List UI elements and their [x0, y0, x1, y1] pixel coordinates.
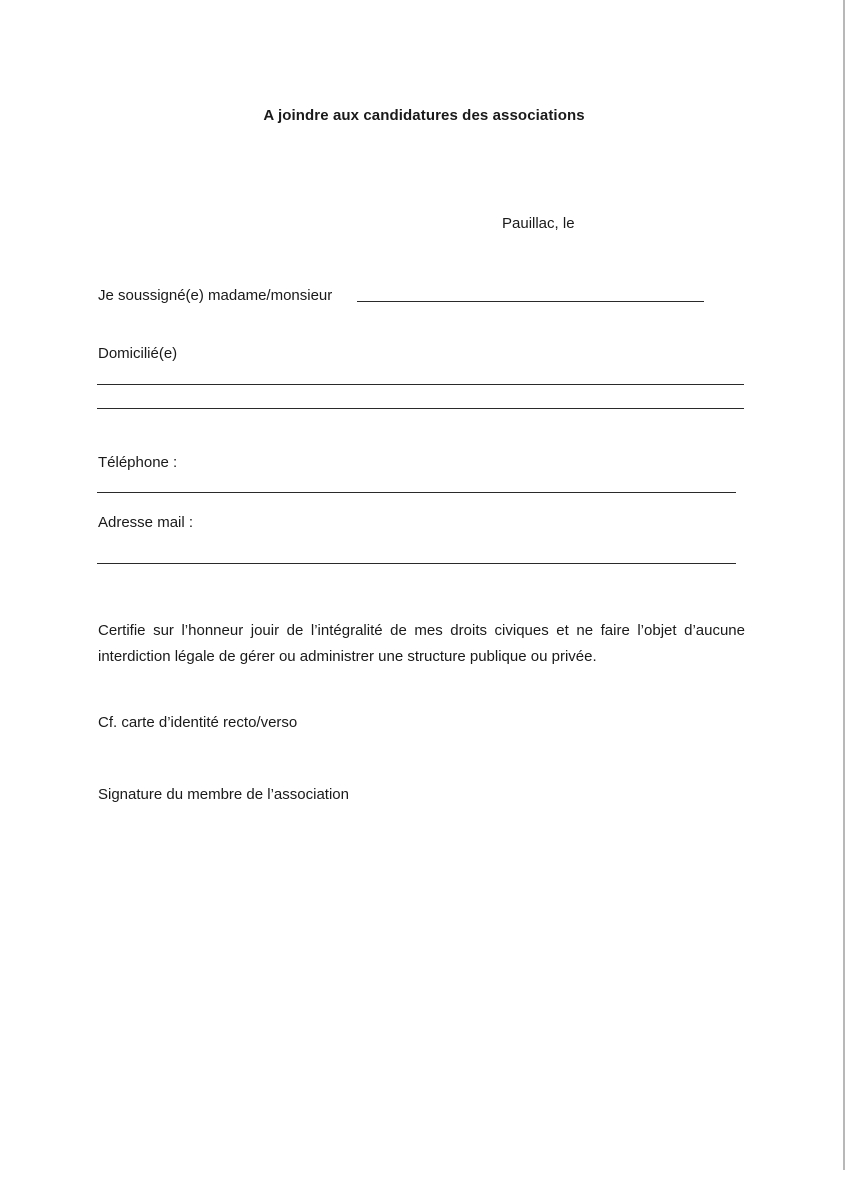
- domicile-field-line-2[interactable]: [97, 408, 744, 409]
- certification-paragraph: Certifie sur l’honneur jouir de l’intégralité de mes droits civiques et ne faire l’objet d’aucune interdiction légale de gérer ou administrer une structure publique ou privée.: [98, 622, 745, 665]
- id-card-note: Cf. carte d’identité recto/verso: [98, 714, 298, 731]
- place-date-label: Pauillac, le: [502, 215, 575, 232]
- signature-label: Signature du membre de l’association: [98, 786, 349, 803]
- domicile-label: Domicilié(e): [98, 345, 178, 362]
- name-label: Je soussigné(e) madame/monsieur: [98, 287, 333, 304]
- email-label: Adresse mail :: [98, 514, 194, 531]
- email-field-line[interactable]: [97, 563, 736, 564]
- phone-field-line[interactable]: [97, 492, 736, 493]
- name-field-line[interactable]: [357, 301, 704, 302]
- document-title: A joindre aux candidatures des associations: [263, 107, 585, 124]
- page-edge: [843, 0, 845, 1170]
- phone-label: Téléphone :: [98, 454, 178, 471]
- domicile-field-line-1[interactable]: [97, 384, 744, 385]
